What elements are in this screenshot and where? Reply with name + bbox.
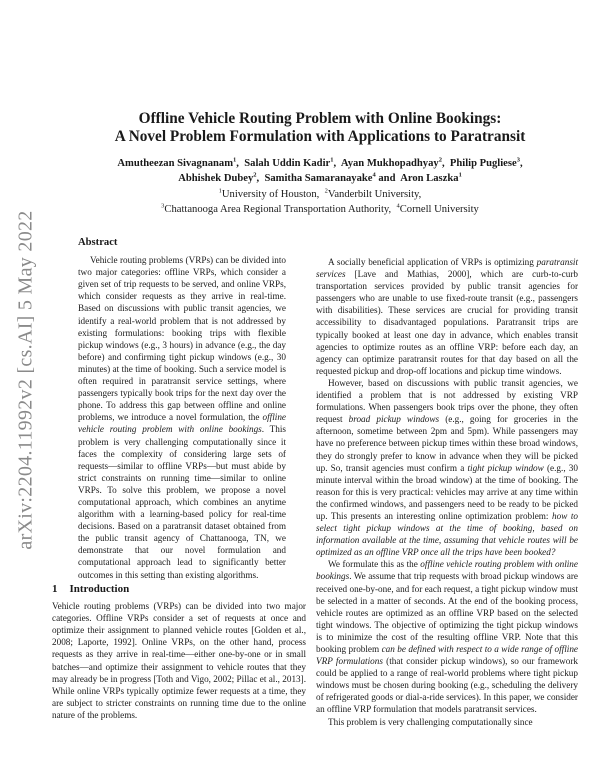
arxiv-identifier: arXiv:2204.11992v2 [cs.AI] 5 May 2022	[14, 210, 37, 550]
author-name: Amutheezan Sivagnanam	[117, 158, 234, 169]
abstract-heading: Abstract	[78, 237, 118, 248]
author-name: Salah Uddin Kadir	[244, 158, 331, 169]
affiliation: Cornell University	[399, 204, 479, 215]
affiliation: University of Houston	[221, 189, 317, 200]
author-list-line1: Amutheezan Sivagnanam$^1$, Salah Uddin Kadir$^1$, Ayan Mukhopadhyay$^2$, Philip Pugliese$^3$,	[117, 156, 523, 169]
author-name: Abhishek Dubey	[178, 173, 254, 184]
paper-title-line1: Offline Vehicle Routing Problem with Online Bookings:	[138, 110, 502, 127]
introduction-section	[52, 583, 306, 721]
author-name: Samitha Samaranayake	[264, 173, 373, 184]
section-title: Introduction	[69, 583, 130, 595]
arxiv-sidebar-stamp	[8, 180, 44, 580]
intro-paragraph: Vehicle routing problems (VRPs) can be divided into two major categories. Offline VRPs consider a set of requests at once and optimize their assignment to planned vehicle routes [Golden et al., 2008; Laporte, 1992]. Online VRPs, on the other hand, process requests as they arrive in real-time—either one-by-one or in small batches—and optimize their assignment to vehicle routes that they may already be in progress [Toth and Vigo, 2002; Pillac et al., 2013]. While online VRPs typically optimize fewer requests at a time, they are subject to stricter constraints on running time due to the online nature of the problems.	[52, 601, 306, 720]
body-paragraph: However, based on discussions with public transit agencies, we identified a problem that is not addressed by existing VRP formulations. When passengers book trips over the phone, they often request broad pickup windows (e.g., going for groceries in the afternoon, sometime between 2pm and 5pm). While passengers may have no preference between pickup times within these broad windows, they do strongly prefer to know in advance when they will be picked up. So, transit agencies must confirm a tight pickup window (e.g., 30 minute interval within the broad window) at the time of booking. The reason for this is very practical: vehicles may arrive at any time within the confirmed windows, and passengers need to be ready to be picked up. This presents an interesting online optimization problem: how to select tight pickup windows at the time of booking, based on information available at the time, assuming that vehicle routes will be optimized as an offline VRP once all the trips have been booked?	[316, 377, 579, 558]
right-column	[316, 256, 578, 728]
author-name: Aron Laszka	[400, 173, 459, 184]
affiliations-line1: $^1$University of Houston, $^2$Vanderbilt University,	[218, 187, 422, 200]
abstract-block	[78, 237, 286, 581]
affiliations-line2: $^3$Chattanooga Area Regional Transportation Authority, $^4$Cornell University	[161, 202, 479, 215]
author-list-line2: Abhishek Dubey$^2$, Samitha Samaranayake$^4$ and Aron Laszka$^1$	[178, 171, 462, 184]
section-number: 1	[52, 583, 58, 595]
author-name: Philip Pugliese	[449, 158, 517, 169]
paper-title-line2: A Novel Problem Formulation with Applications to Paratransit	[114, 128, 526, 145]
body-paragraph: A socially beneficial application of VRPs is optimizing paratransit services [Lave and Mathias, 2000], which are curb-to-curb transportation services provided by public transit agencies for passengers who are unable to use fixed-route transit (e.g., passengers with disabilities). These services are crucial for providing transit accessibility to disadvantaged populations. Paratransit trips are typically booked at least one day in advance, which enables transit agencies to optimize routes as an offline VRP: before each day, an agency can optimize paratransit routes for that day based on all the requested pickup and drop-off locations and pickup time windows.	[316, 257, 578, 376]
abstract-text: Vehicle routing problems (VRPs) can be divided into two major categories: offline VRPs, which consider a given set of trip requests to be served, and online VRPs, which consider requests as they arrive in real-time. Based on discussions with public transit agencies, we identify a real-world problem that is not addressed by existing formulations: booking trips with flexible pickup windows (e.g., 3 hours) in advance (e.g., the day before) and confirming tight pickup windows (e.g., 30 minutes) at the time of booking. Such a service model is often required in paratransit service settings, where passengers typically book trips for the next day over the phone. To address this gap between offline and online problems, we introduce a novel formulation, the offline vehicle routing problem with online bookings. This problem is very challenging computationally since it faces the complexity of considering large sets of requests—similar to offline VRPs—but must abide by strict constraints on running time—similar to online VRPs. To solve this problem, we propose a novel computational approach, which combines an anytime algorithm with a learning-based policy for real-time decisions. Based on a paratransit dataset obtained from the public transit agency of Chattanooga, TN, we demonstrate that our novel formulation and computational approach lead to significantly better outcomes in this setting than existing algorithms.	[78, 255, 286, 580]
section-heading	[52, 583, 306, 595]
body-paragraph: We formulate this as the offline vehicle routing problem with online bookings. We assume that trip requests with broad pickup windows are received one-by-one, and for each request, a tight pickup window must be selected in a matter of seconds. At the end of the booking process, vehicle routes are optimized as an offline VRP based on the selected tight windows. The objective of optimizing the tight pickup windows is to minimize the cost of the resulting offline VRP. Note that this booking problem can be defined with respect to a wide range of offline VRP formulations (that consider pickup windows), so our framework could be applied to a range of real-world problems where tight pickup windows must be chosen during booking (e.g., scheduling the delivery of refrigerated goods or dial-a-ride services). In this paper, we consider an offline VRP formulation that models paratransit services.	[316, 559, 578, 715]
body-paragraph: This problem is very challenging computationally since	[328, 716, 533, 727]
affiliation: Vanderbilt University	[327, 189, 419, 200]
affiliation: Chattanooga Area Regional Transportation Authority	[164, 204, 389, 215]
author-name: Ayan Mukhopadhyay	[340, 158, 439, 169]
